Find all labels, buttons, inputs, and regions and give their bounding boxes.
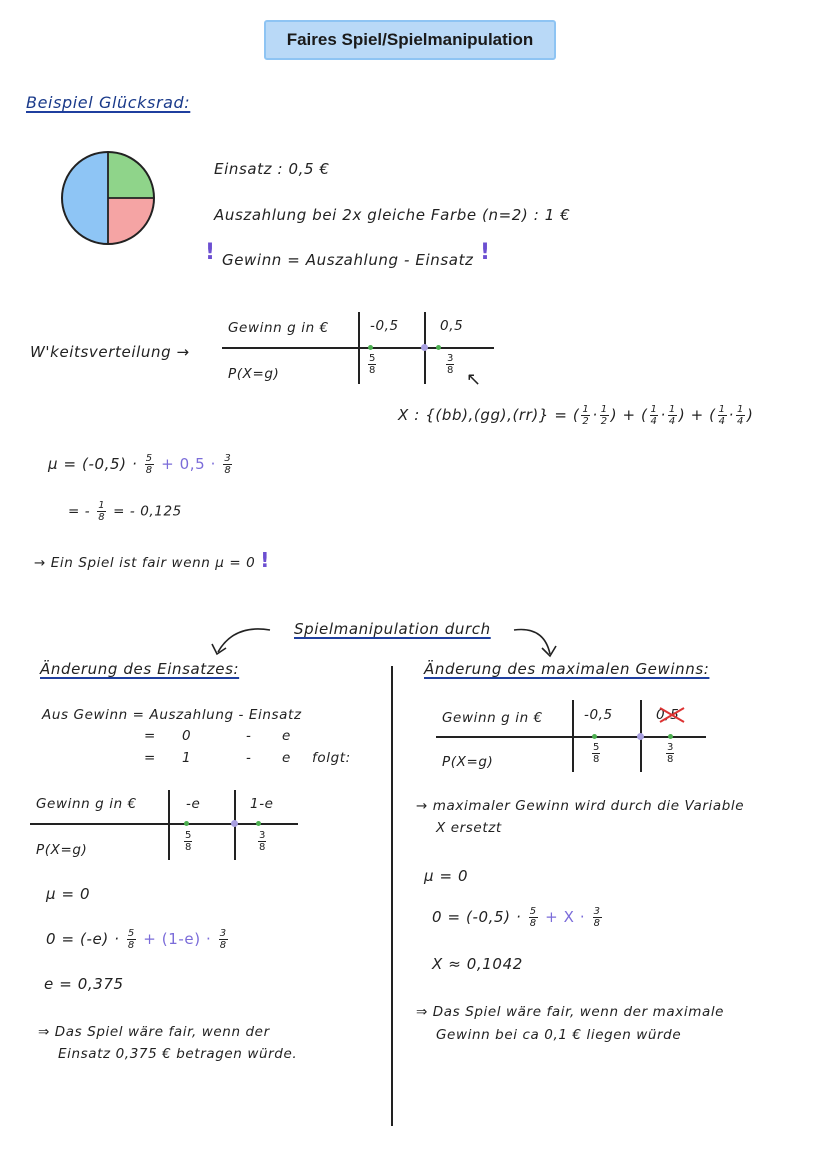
marker-dot (256, 821, 261, 826)
table-value: -0,5 (584, 707, 613, 723)
table-divider (572, 700, 574, 772)
left-conclusion-2: Einsatz 0,375 € betragen würde. (58, 1046, 298, 1062)
wheel-segment-blue (62, 152, 108, 244)
prob-fraction: $\frac{5}{8}$ (593, 742, 600, 765)
prob-fraction: $\frac{5}{8}$ (185, 830, 192, 853)
row-header-gain: Gewinn g in € (36, 796, 137, 812)
row-header-gain: Gewinn g in € (228, 320, 329, 336)
mu-equation-2: = - $\frac{1}{8}$ = - 0,125 (68, 500, 182, 523)
row-header-prob: P(X=g) (228, 366, 280, 382)
marker-dot (637, 733, 644, 740)
eq-sign: = (144, 750, 156, 766)
mu-zero: μ = 0 (46, 885, 91, 903)
fair-game-rule: → Ein Spiel ist fair wenn μ = 0 ! (34, 548, 271, 572)
x-result: X ≈ 0,1042 (432, 955, 523, 973)
prob-fraction: $\frac{5}{8}$ (369, 353, 376, 376)
table-value: 1-e (250, 796, 274, 812)
eq-sign: - (246, 728, 252, 744)
distribution-label: W'keitsverteilung → (30, 343, 190, 361)
right-conclusion-1: ⇒ Das Spiel wäre fair, wenn der maximale (416, 1004, 725, 1020)
row-header-gain: Gewinn g in € (442, 710, 543, 726)
manipulation-heading: Spielmanipulation durch (294, 620, 491, 638)
follows-text: folgt: (312, 750, 351, 766)
arrow-icon: ↖ (466, 369, 482, 390)
gain-formula: Gewinn = Auszahlung - Einsatz (222, 251, 474, 269)
right-note-2: X ersetzt (436, 820, 502, 836)
marker-dot (231, 820, 238, 827)
table-divider (436, 736, 706, 738)
cross-out-icon (656, 706, 688, 724)
left-heading: Änderung des Einsatzes: (40, 660, 240, 678)
stake-result: e = 0,375 (44, 975, 124, 993)
exclamation-mark: ! (480, 240, 491, 265)
example-heading: Beispiel Glücksrad: (26, 93, 191, 112)
mu-zero: μ = 0 (424, 867, 469, 885)
eq-sign: = (144, 728, 156, 744)
curved-arrow-right-icon (510, 624, 570, 660)
row-header-prob: P(X=g) (36, 842, 88, 858)
table-value: 0,5 (440, 318, 464, 334)
mu-equation-1: μ = (-0,5) · $\frac{5}{8}$ + 0,5 · $\frac{3}{8}$ (48, 453, 232, 476)
marker-dot (368, 345, 373, 350)
right-heading: Änderung des maximalen Gewinns: (424, 660, 710, 678)
table-value: -0,5 (370, 318, 399, 334)
marker-dot (668, 734, 673, 739)
gain-equation: Aus Gewinn = Auszahlung - Einsatz (42, 707, 302, 723)
payout-text: Auszahlung bei 2x gleiche Farbe (n=2) : 1 € (214, 206, 571, 224)
prob-fraction: $\frac{3}{8}$ (259, 830, 266, 853)
exclamation-mark: ! (205, 240, 216, 265)
prob-fraction: $\frac{3}{8}$ (447, 353, 454, 376)
table-divider (168, 790, 170, 860)
table-divider (358, 312, 360, 384)
marker-dot (421, 344, 428, 351)
lucky-wheel (60, 150, 156, 246)
stake-equation: 0 = (-e) · $\frac{5}{8}$ + (1-e) · $\frac{3}{8}$ (46, 928, 227, 951)
marker-dot (592, 734, 597, 739)
right-note-1: → maximaler Gewinn wird durch die Variable (416, 798, 745, 814)
curved-arrow-left-icon (204, 622, 274, 658)
column-divider (391, 666, 393, 1126)
table-value-crossed: 0,5 (656, 707, 680, 723)
row-header-prob: P(X=g) (442, 754, 494, 770)
eq-sign: - (246, 750, 252, 766)
eq-value: e (282, 750, 291, 766)
gain-equation-x: 0 = (-0,5) · $\frac{5}{8}$ + X · $\frac{3}{8}$ (432, 906, 601, 929)
prob-fraction: $\frac{3}{8}$ (667, 742, 674, 765)
right-conclusion-2: Gewinn bei ca 0,1 € liegen würde (436, 1027, 682, 1043)
left-conclusion-1: ⇒ Das Spiel wäre fair, wenn der (38, 1024, 270, 1040)
eq-value: 1 (182, 750, 192, 766)
table-value: -e (186, 796, 201, 812)
x-set-equation: X : {(bb),(gg),(rr)} = ( $\frac{1}{2}$ · $\frac{1}{2}$ ) + ( $\frac{1}{4}$ · $\frac{1}{4}$ ) + ( $\frac{1}{4}$ · $\frac{1}{4}$ ) (398, 404, 754, 427)
eq-value: 0 (182, 728, 192, 744)
eq-value: e (282, 728, 291, 744)
page-title: Faires Spiel/Spielmanipulation (264, 20, 556, 60)
stake-text: Einsatz : 0,5 € (214, 160, 330, 178)
marker-dot (436, 345, 441, 350)
marker-dot (184, 821, 189, 826)
